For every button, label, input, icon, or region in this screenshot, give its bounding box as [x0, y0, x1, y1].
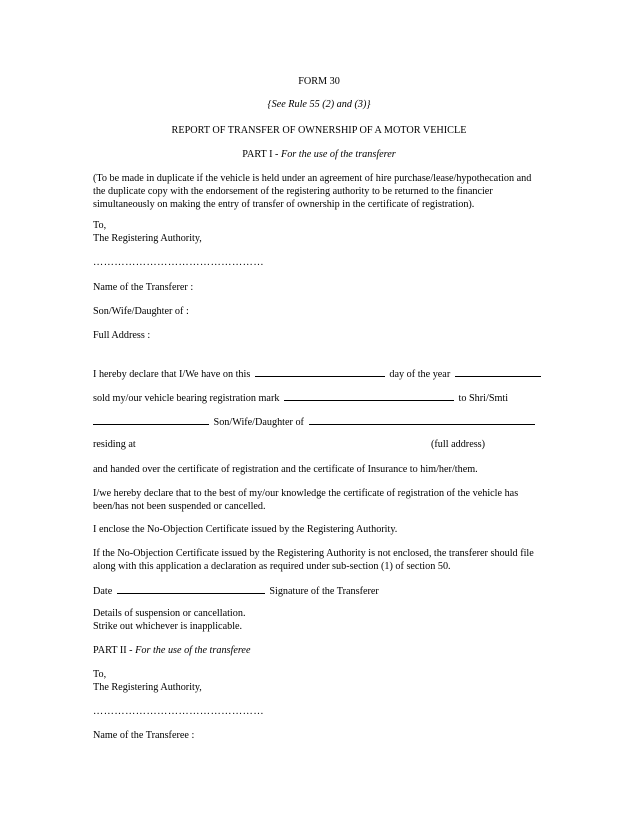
registering-authority: The Registering Authority,	[93, 233, 202, 244]
declare-pre-text: I hereby declare that I/We have on this	[93, 369, 251, 380]
enclose-noc-text: I enclose the No-Objection Certificate issued by the Registering Authority.	[93, 524, 398, 535]
to-label-2: To,	[93, 669, 107, 680]
instructions-paragraph: (To be made in duplicate if the vehicle is held under an agreement of hire purchase/lease/hypothecation and the duplicate copy with the endorsement of the registering authority to be returned to the financier simultaneously on making the entry of transfer of ownership in the certificate of registration).	[93, 173, 532, 210]
declare-mid-text: day of the year	[389, 369, 451, 380]
form-number: FORM 30	[298, 76, 340, 87]
day-blank[interactable]	[255, 366, 385, 377]
year-blank[interactable]	[455, 366, 541, 377]
swd-of-text: Son/Wife/Daughter of	[213, 417, 304, 428]
full-address-paren: (full address)	[431, 439, 486, 450]
transferee-parent-blank[interactable]	[309, 414, 535, 425]
transferer-name-label: Name of the Transferer :	[93, 282, 194, 293]
to-label: To,	[93, 220, 107, 231]
noc-not-enclosed-text: If the No-Objection Certificate issued by the Registering Authority is not enclosed, the transferer should file along with this application a declaration as required under sub-section (1) of section 50.	[93, 548, 534, 572]
report-title: REPORT OF TRANSFER OF OWNERSHIP OF A MOTOR VEHICLE	[171, 125, 467, 136]
registration-mark-blank[interactable]	[284, 390, 454, 401]
date-blank[interactable]	[117, 583, 265, 594]
signature-transferer-label: Signature of the Transferer	[269, 586, 379, 597]
handed-over-text: and handed over the certificate of registration and the certificate of Insurance to him/her/them.	[93, 464, 478, 475]
declaration-line	[93, 366, 543, 381]
rule-reference: {See Rule 55 (2) and (3)}	[267, 99, 371, 110]
part2-italic: For the use of the transferee	[135, 645, 251, 656]
date-label: Date	[93, 586, 113, 597]
sold-pre-text: sold my/our vehicle bearing registration mark	[93, 393, 280, 404]
date-signature-line	[93, 583, 379, 598]
residing-at-label: residing at	[93, 439, 136, 450]
suspension-details-text: Details of suspension or cancellation.	[93, 608, 246, 619]
sold-line	[93, 390, 508, 405]
part1-heading	[0, 148, 638, 161]
knowledge-declaration: I/we hereby declare that to the best of my/our knowledge the certificate of registration of the vehicle has been/has not been suspended or cancelled.	[93, 488, 519, 512]
part1-prefix: PART I -	[242, 149, 281, 160]
registering-authority-2: The Registering Authority,	[93, 682, 202, 693]
part2-prefix: PART II -	[93, 645, 136, 656]
strike-out-note: Strike out whichever is inapplicable.	[93, 621, 243, 632]
transferee-name-label: Name of the Transferee :	[93, 730, 195, 741]
sold-post-text: to Shri/Smti	[458, 393, 509, 404]
transferer-address-label: Full Address :	[93, 330, 151, 341]
authority-dots-line: …………………………………………	[93, 257, 264, 268]
part1-italic: For the use of the transferer	[280, 149, 396, 160]
transferer-relation-label: Son/Wife/Daughter of :	[93, 306, 189, 317]
part2-heading	[93, 644, 250, 657]
transferee-relation-line	[93, 414, 537, 429]
authority-dots-line-2: …………………………………………	[93, 706, 264, 717]
transferee-name-blank[interactable]	[93, 414, 209, 425]
